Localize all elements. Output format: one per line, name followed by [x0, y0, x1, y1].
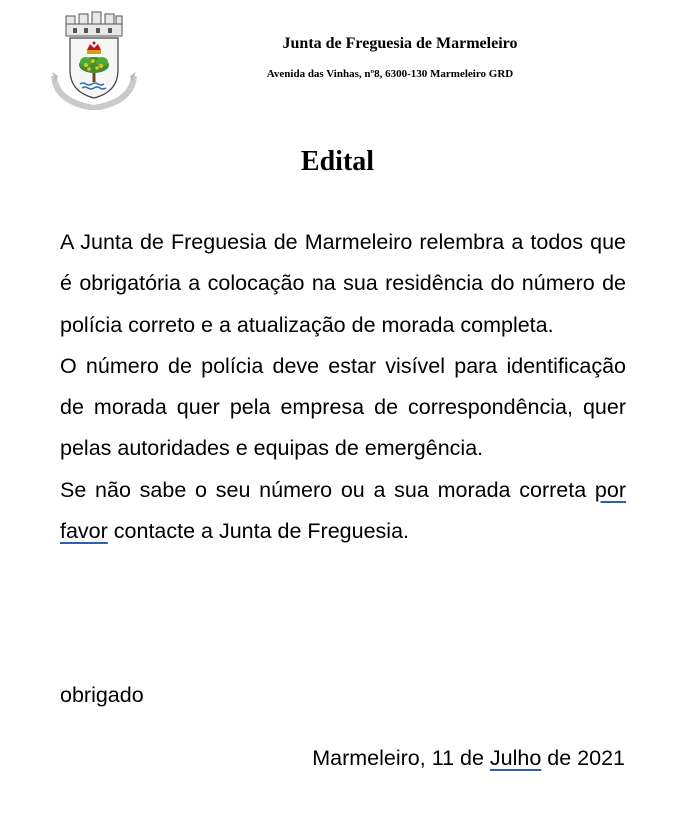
- signoff-end: de 2021: [541, 746, 625, 770]
- paragraph-3: [60, 470, 626, 553]
- document-title: Edital: [300, 146, 375, 177]
- organization-name: Junta de Freguesia de Marmeleiro: [282, 35, 518, 52]
- document-body: [60, 222, 626, 552]
- coat-of-arms-icon: [46, 10, 142, 110]
- spellcheck-underline-por-favor[interactable]: por favor: [60, 477, 626, 544]
- paragraph-2: O número de polícia deve estar visível para identificação de morada quer pela empresa de correspondência, quer pelas autoridades e equipas de emergência.: [60, 353, 626, 461]
- signoff-month[interactable]: Julho: [489, 746, 542, 770]
- place-date-signoff: [312, 746, 625, 771]
- paragraph-1: A Junta de Freguesia de Marmeleiro relembra a todos que é obrigatória a colocação na sua residência do número de polícia correto e a atualização de morada completa.: [60, 230, 626, 337]
- closing-text: obrigado: [60, 683, 144, 707]
- signoff-start: Marmeleiro, 11 de: [312, 746, 490, 770]
- paragraph-3-start: Se não sabe o seu número ou a sua morada correta: [60, 477, 595, 502]
- paragraph-3-end: contacte a Junta de Freguesia.: [107, 519, 410, 544]
- organization-address: Avenida das Vinhas, nº8, 6300-130 Marmeleiro GRD: [266, 68, 514, 80]
